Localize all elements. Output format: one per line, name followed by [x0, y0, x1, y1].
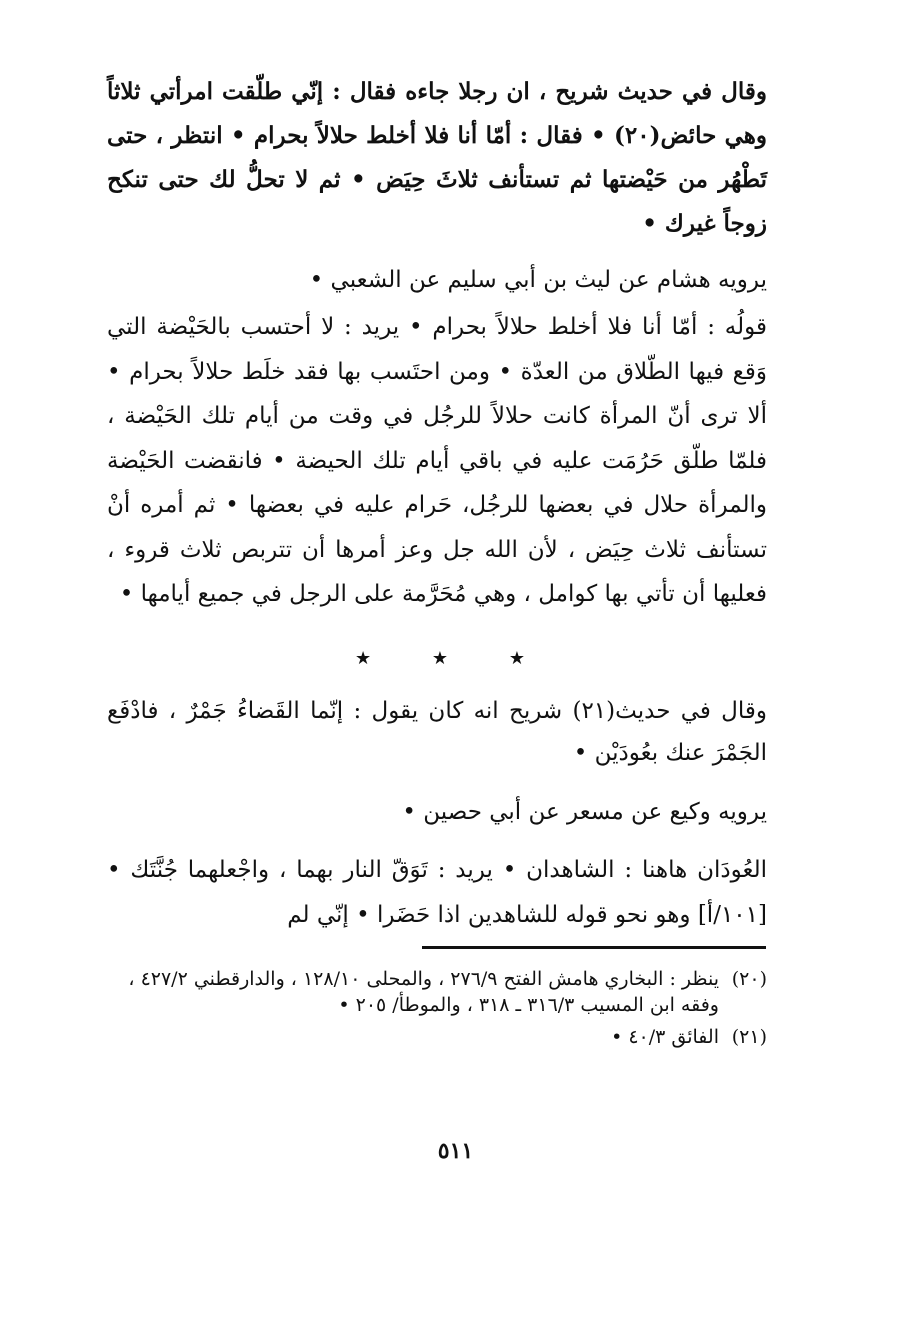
paragraph-hadith-qada-jamr: وقال في حديث(٢١) شريح انه كان يقول : إنّما القَضاءُ جَمْرٌ ، فادْفَع الجَمْرَ عنك بعُودَيْن •	[107, 698, 767, 766]
section-separator	[355, 648, 525, 669]
page-number: ٥١١	[437, 1138, 474, 1164]
paragraph-hadith-shurayh-divorce: وقال في حديث شريح ، ان رجلا جاءه فقال : إنّي طلّقت امرأتي ثلاثاً وهي حائض(٢٠) • فقال : أمّا أنا فلا أخلط حلالاً بحرام • انتظر ، حتى تَطْهُر من حَيْضتها ثم تستأنف ثلاثَ حِيَض • ثم لا تحلُّ لك حتى تنكح زوجاً غيرك •	[107, 78, 767, 237]
footnote-item	[107, 966, 767, 1018]
footnote-divider	[422, 946, 766, 949]
paragraph-commentary-udan: العُودَان هاهنا : الشاهدان • يريد : تَوَقّ النار بهما ، واجْعلهما جُنَّتَك • [١٠١/أ] وهو نحو قوله للشاهدين اذا حَضَرا • إنّي لم	[107, 857, 767, 928]
star-icon: ★	[431, 648, 449, 669]
star-icon: ★	[508, 648, 525, 669]
footnote-text: الفائق ٤٠/٣ •	[611, 1026, 719, 1048]
footnote-number: (٢١)	[731, 1026, 767, 1048]
paragraph-commentary-halal-haram: قولُه : أمّا أنا فلا أخلط حلالاً بحرام • يريد : لا أحتسب بالحَيْضة التي وَقع فيها الطّلاق من العدّة • ومن احتَسب بها فقد خلَط حلالاً بحرام • ألا ترى أنّ المرأة كانت حلالاً للرجُل في وقت من أيام تلك الحَيْضة ، فلمّا طلّق حَرُمَت عليه في باقي أيام تلك الحيضة • فانقضت الحَيْضة والمرأة حلال في بعضها للرجُل، حَرام عليه في بعضها • ثم أمره أنْ تستأنف ثلاث حِيَض ، لأن الله جل وعز أمرها أن تتربص ثلاث قروء ، فعليها أن تأتي بها كوامل ، وهي مُحَرَّمة على الرجل في جميع أيامها •	[107, 314, 767, 607]
footnote-text: ينظر : البخاري هامش الفتح ٢٧٦/٩ ، والمحلى ١٢٨/١٠ ، والدارقطني ٤٢٧/٢ ، وفقه ابن المسيب ٣١٦/٣ ـ ٣١٨ ، والموطأ/ ٢٠٥ •	[128, 968, 719, 1016]
paragraph-isnad-waki: يرويه وكيع عن مسعر عن أبي حصين •	[402, 799, 767, 825]
footnotes	[107, 966, 767, 1056]
star-icon: ★	[355, 648, 372, 669]
paragraph-isnad-hisham: يرويه هشام عن ليث بن أبي سليم عن الشعبي •	[309, 267, 767, 293]
footnote-number: (٢٠)	[731, 968, 767, 990]
footnote-item	[107, 1024, 767, 1050]
